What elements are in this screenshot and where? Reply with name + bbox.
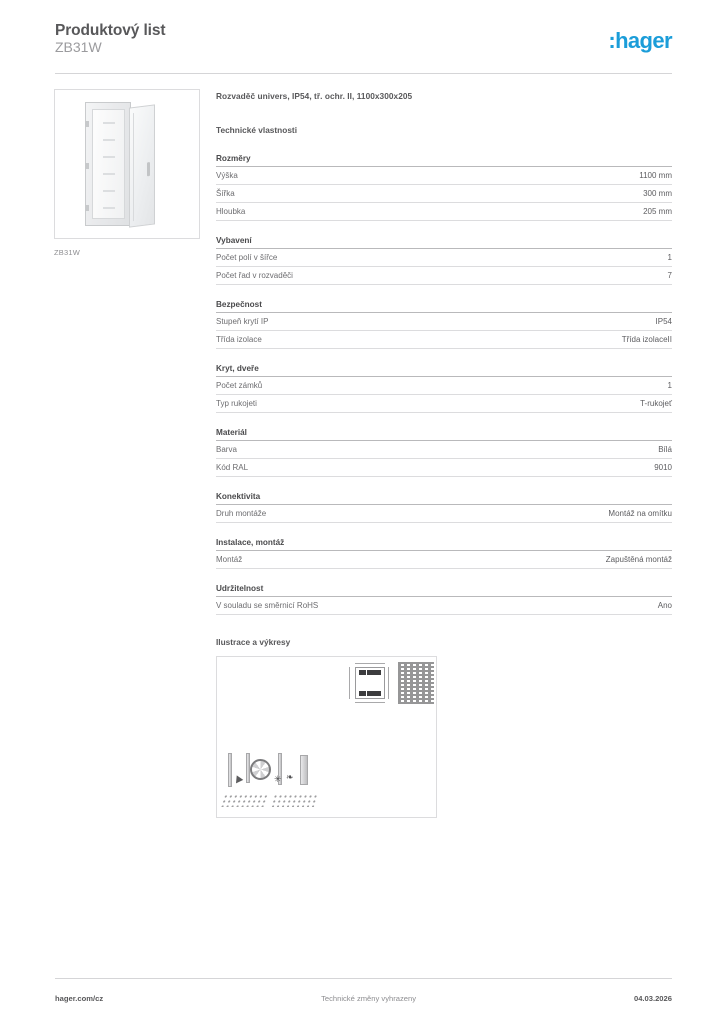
specs-heading: Technické vlastnosti (216, 125, 297, 135)
spec-label: Výška (216, 171, 238, 180)
spec-section (216, 492, 672, 523)
spec-label: Počet polí v šířce (216, 253, 278, 262)
spec-value: Třída izolaceII (621, 335, 672, 344)
spec-value: 9010 (654, 463, 672, 472)
specifications-panel (216, 91, 672, 818)
header-divider (55, 73, 672, 74)
cabinet-body-icon (85, 102, 131, 226)
spec-sections (216, 154, 672, 615)
dimension-drawing-icon (349, 663, 393, 703)
spec-value: Bílá (658, 445, 672, 454)
spec-row (216, 505, 672, 523)
spec-row (216, 313, 672, 331)
spec-section (216, 584, 672, 615)
spec-section (216, 236, 672, 285)
spec-label: Hloubka (216, 207, 246, 216)
spec-row (216, 249, 672, 267)
spec-row (216, 597, 672, 615)
spec-label: Montáž (216, 555, 243, 564)
product-image (54, 89, 200, 239)
spec-value: Zapuštěná montáž (605, 555, 672, 564)
spec-row (216, 377, 672, 395)
spec-section-title: Instalace, montáž (216, 538, 672, 551)
spec-row (216, 185, 672, 203)
footer-divider (55, 978, 672, 979)
spec-label: Druh montáže (216, 509, 267, 518)
spec-value: Montáž na omítku (608, 509, 672, 518)
spec-label: Typ rukojeti (216, 399, 257, 408)
spec-value: 7 (667, 271, 672, 280)
spec-section-title: Konektivita (216, 492, 672, 505)
spec-value: 1 (667, 253, 672, 262)
illustrations-box (216, 656, 437, 818)
spec-value: 205 mm (643, 207, 672, 216)
spec-label: Barva (216, 445, 237, 454)
spec-label: Stupeň krytí IP (216, 317, 269, 326)
page-title: Produktový list (55, 22, 166, 39)
spec-row (216, 441, 672, 459)
spec-row (216, 267, 672, 285)
spec-section (216, 428, 672, 477)
illustrations-heading: Ilustrace a výkresy (216, 637, 291, 647)
spec-row (216, 167, 672, 185)
page-subtitle: ZB31W (55, 39, 102, 55)
spec-row (216, 203, 672, 221)
product-figure (54, 89, 200, 257)
spec-label: Počet řad v rozvaděči (216, 271, 293, 280)
spec-label: Třída izolace (216, 335, 262, 344)
spec-section-title: Vybavení (216, 236, 672, 249)
spec-section (216, 538, 672, 569)
spec-section-title: Rozměry (216, 154, 672, 167)
product-description: Rozvaděč univers, IP54, tř. ochr. II, 1100x300x205 (216, 91, 413, 101)
product-image-caption: ZB31W (54, 248, 81, 257)
spec-section-title: Kryt, dveře (216, 364, 672, 377)
spec-section-title: Materiál (216, 428, 672, 441)
spec-label: V souladu se směrnicí RoHS (216, 601, 319, 610)
spec-value: 300 mm (643, 189, 672, 198)
spec-label: Šířka (216, 189, 235, 198)
spec-section (216, 364, 672, 413)
spec-label: Počet zámků (216, 381, 263, 390)
hatch-grid-icon (398, 662, 434, 704)
spec-row (216, 459, 672, 477)
spec-row (216, 331, 672, 349)
illustrations-block (216, 637, 672, 818)
spec-section (216, 300, 672, 349)
cabinet-door-icon (129, 104, 155, 227)
cabinet-interior-icon (92, 109, 125, 219)
spec-section-title: Udržitelnost (216, 584, 672, 597)
spec-value: Ano (657, 601, 672, 610)
footer-website[interactable]: hager.com/cz (55, 994, 104, 1003)
spec-section (216, 154, 672, 221)
page-header (55, 22, 672, 74)
spec-value: 1100 mm (639, 171, 672, 180)
hager-logo: :hager (608, 28, 672, 53)
spec-value: 1 (667, 381, 672, 390)
spec-row (216, 395, 672, 413)
spec-section-title: Bezpečnost (216, 300, 672, 313)
footer-notice: Technické změny vyhrazeny (321, 994, 417, 1003)
page-footer (55, 994, 672, 1003)
spec-row (216, 551, 672, 569)
installation-diagram-icon: ✳ ❧ (220, 751, 316, 807)
spec-label: Kód RAL (216, 463, 249, 472)
spec-value: T-rukojeť (640, 399, 672, 408)
spec-value: IP54 (655, 317, 672, 326)
footer-date: 04.03.2026 (633, 994, 672, 1003)
door-handle-icon (147, 162, 150, 176)
